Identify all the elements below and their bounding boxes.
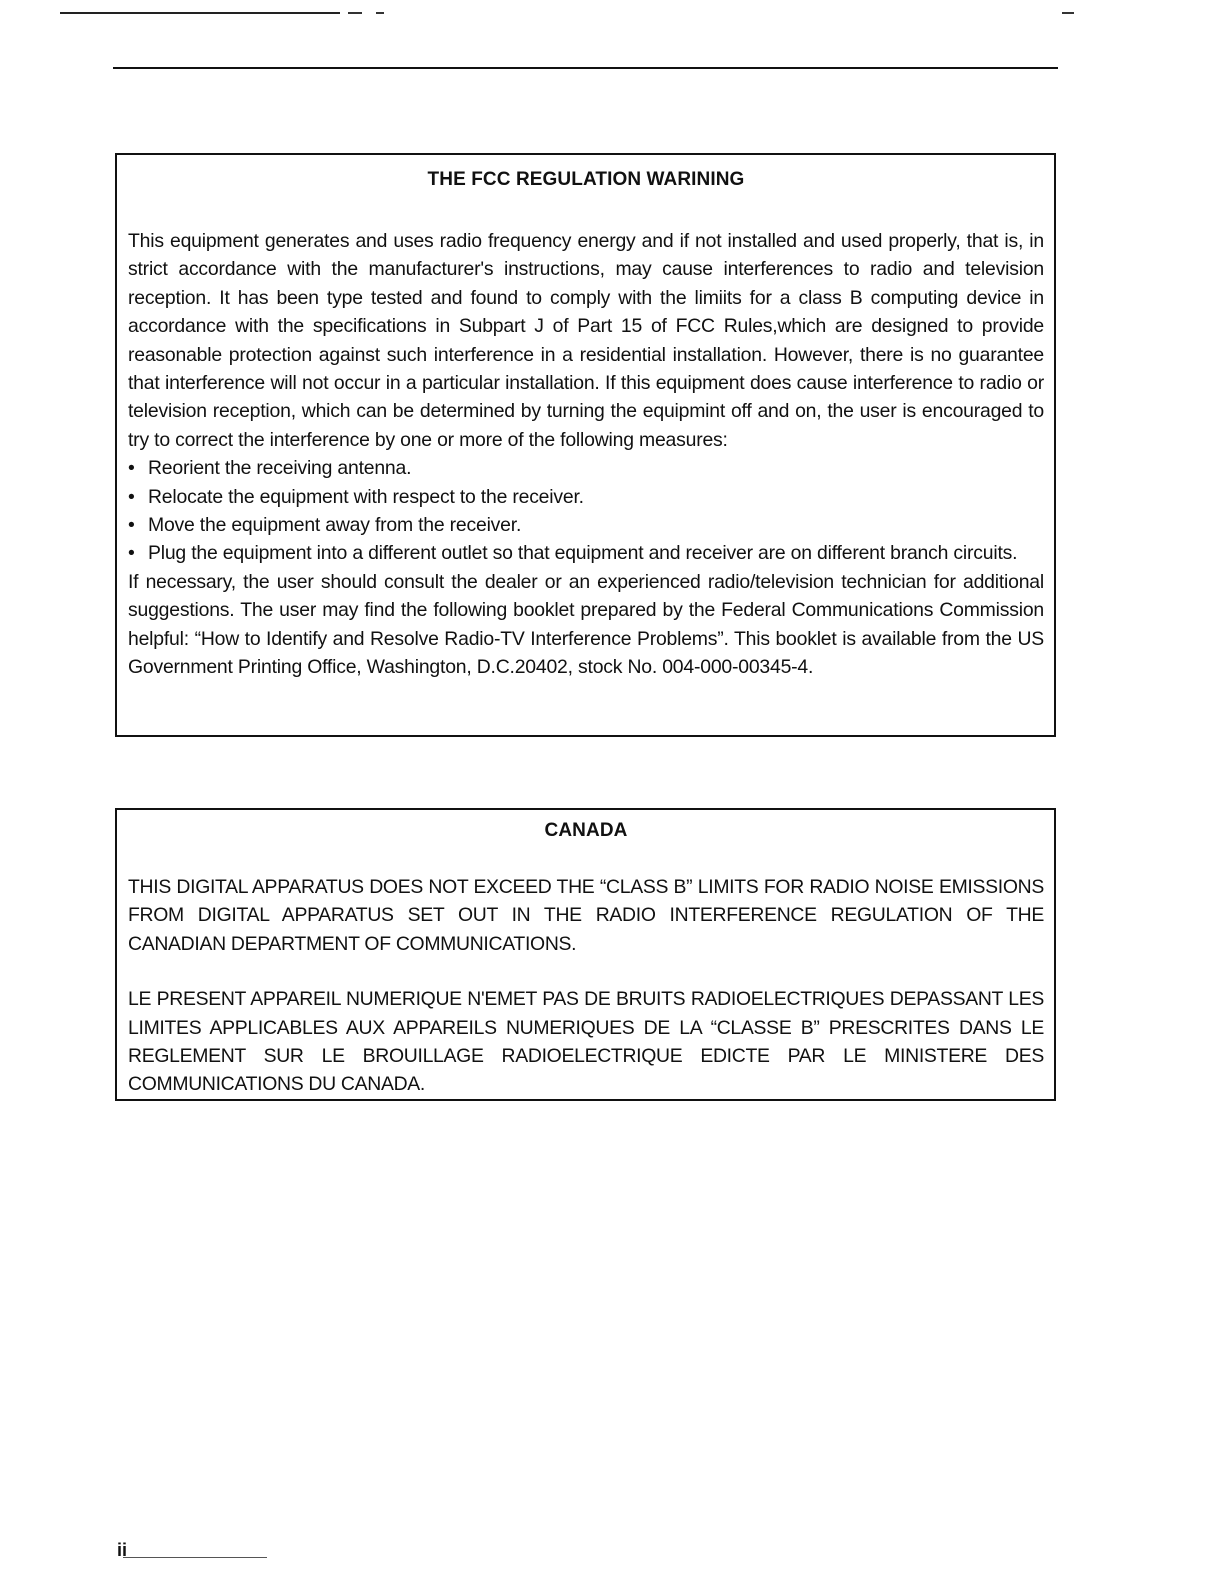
footer-rule <box>123 1557 267 1558</box>
canada-english-paragraph: THIS DIGITAL APPARATUS DOES NOT EXCEED THE “CLASS B” LIMITS FOR RADIO NOISE EMISSIONS FROM DIGITAL APPARATUS SET OUT IN THE RADIO INTERFERENCE REGULATION OF THE CANADIAN DEPARTMENT OF COMMUNICATIONS. <box>128 876 1044 955</box>
fcc-intro-paragraph: This equipment generates and uses radio frequency energy and if not installed and used properly, that is, in strict accordance with the manufacturer's instructions, may cause interferences to radio and television reception. It has been type tested and found to comply with the limiits for a class B computing device in accordance with the specifications in Subpart J of Part 15 of FCC Rules,which are designed to provide reasonable protection against such interference in a residential installation. However, there is no guarantee that interference will not occur in a particular installation. If this equipment does cause interference to radio or television reception, which can be determined by turning the equipmint off and on, the user is encouraged to try to correct the interference by one or more of the following measures: <box>128 230 1044 451</box>
scan-artifact-dash <box>348 12 362 14</box>
fcc-closing-paragraph: If necessary, the user should consult the dealer or an experienced radio/television technician for additional suggestions. The user may find the following booklet prepared by the Federal Communications Commission helpful: “How to Identify and Resolve Radio-TV Interference Problems”. This booklet is available from the US Government Printing Office, Washington, D.C.20402, stock No. 004-000-00345-4. <box>128 570 1044 679</box>
canada-french-paragraph: LE PRESENT APPAREIL NUMERIQUE N'EMET PAS DE BRUITS RADIOELECTRIQUES DEPASSANT LES LIMITES APPLICABLES AUX APPAREILS NUMERIQUES DE LA “CLASSE B” PRESCRITES DANS LE REGLEMENT SUR LE BROUILLAGE RADIOELECTRIQUE EDICTE PAR LE MINISTERE DES COMMUNICATIONS DU CANADA. <box>128 988 1044 1096</box>
fcc-warning-title: THE FCC REGULATION WARINING <box>427 169 745 190</box>
scan-artifact-line <box>60 12 340 14</box>
scan-artifact-dash <box>376 12 384 14</box>
scan-artifact-dash <box>1062 12 1074 14</box>
page-number: ii <box>117 1540 128 1560</box>
header-rule <box>113 67 1058 69</box>
list-item: • Move the equipment away from the receiver. <box>128 511 1044 539</box>
list-item: • Reorient the receiving antenna. <box>128 454 1044 482</box>
canada-notice-box <box>115 808 1056 1101</box>
list-item: • Plug the equipment into a different outlet so that equipment and receiver are on different branch circuits. <box>128 539 1044 567</box>
canada-notice-title: CANADA <box>544 820 628 841</box>
fcc-measures-list <box>128 454 1044 568</box>
fcc-warning-box <box>115 153 1056 737</box>
list-item: • Relocate the equipment with respect to the receiver. <box>128 483 1044 511</box>
